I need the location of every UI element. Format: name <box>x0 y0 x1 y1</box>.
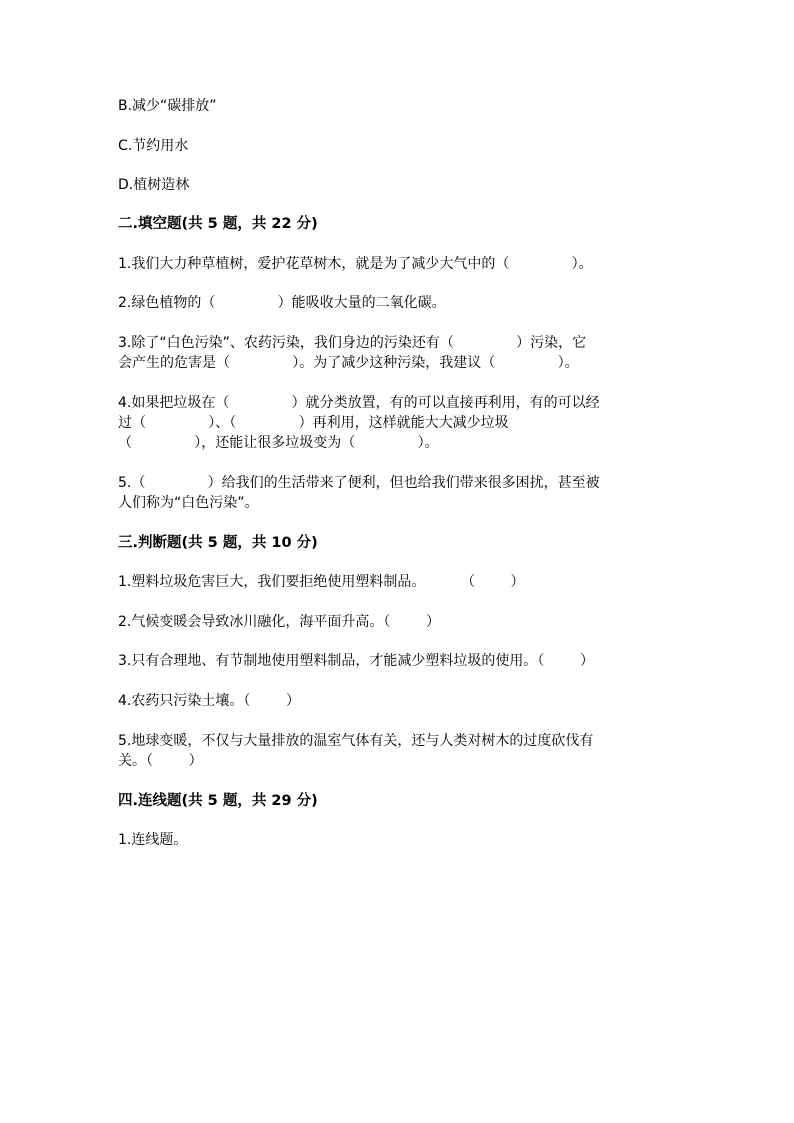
true-false-question-1: 1.塑料垃圾危害巨大，我们要拒绝使用塑料制品。 （ ） <box>118 574 525 590</box>
section-heading-true-false: 三.判断题(共 5 题，共 10 分) <box>118 535 318 551</box>
section-heading-fill-blank: 二.填空题(共 5 题，共 22 分) <box>118 216 318 232</box>
fill-blank-question-5-line-1: 5.（ ）给我们的生活带来了便利，但也给我们带来很多困扰，甚至被 <box>118 475 600 491</box>
option-b: B.减少“碳排放” <box>118 98 217 114</box>
fill-blank-question-2: 2.绿色植物的（ ）能吸收大量的二氧化碳。 <box>118 295 446 311</box>
option-c: C.节约用水 <box>118 138 189 154</box>
matching-question-1: 1.连线题。 <box>118 832 188 848</box>
fill-blank-question-4-line-3: （ ），还能让很多垃圾变为（ ）。 <box>118 435 439 451</box>
fill-blank-question-4-line-2: 过（ ）、（ ）再利用，这样就能大大减少垃圾 <box>118 415 509 431</box>
fill-blank-question-4-line-1: 4.如果把垃圾在（ ）就分类放置，有的可以直接再利用，有的可以经 <box>118 395 600 411</box>
true-false-question-3: 3.只有合理地、有节制地使用塑料制品，才能减少塑料垃圾的使用。（ ） <box>118 653 594 669</box>
true-false-question-4: 4.农药只污染土壤。（ ） <box>118 693 300 709</box>
fill-blank-question-5-line-2: 人们称为“白色污染”。 <box>118 495 259 511</box>
fill-blank-question-3-line-2: 会产生的危害是（ ）。为了减少这种污染，我建议（ ）。 <box>118 355 579 371</box>
section-heading-matching: 四.连线题(共 5 题，共 29 分) <box>118 793 318 809</box>
true-false-question-2: 2.气候变暖会导致冰川融化，海平面升高。（ ） <box>118 614 440 630</box>
true-false-question-5-line-2: 关。（ ） <box>118 753 203 769</box>
fill-blank-question-1: 1.我们大力种草植树，爱护花草树木，就是为了减少大气中的（ ）。 <box>118 256 593 272</box>
option-d: D.植树造林 <box>118 177 190 193</box>
true-false-question-5-line-1: 5.地球变暖，不仅与大量排放的温室气体有关，还与人类对树木的过度砍伐有 <box>118 733 594 749</box>
fill-blank-question-3-line-1: 3.除了“白色污染”、农药污染，我们身边的污染还有（ ）污染，它 <box>118 335 587 351</box>
